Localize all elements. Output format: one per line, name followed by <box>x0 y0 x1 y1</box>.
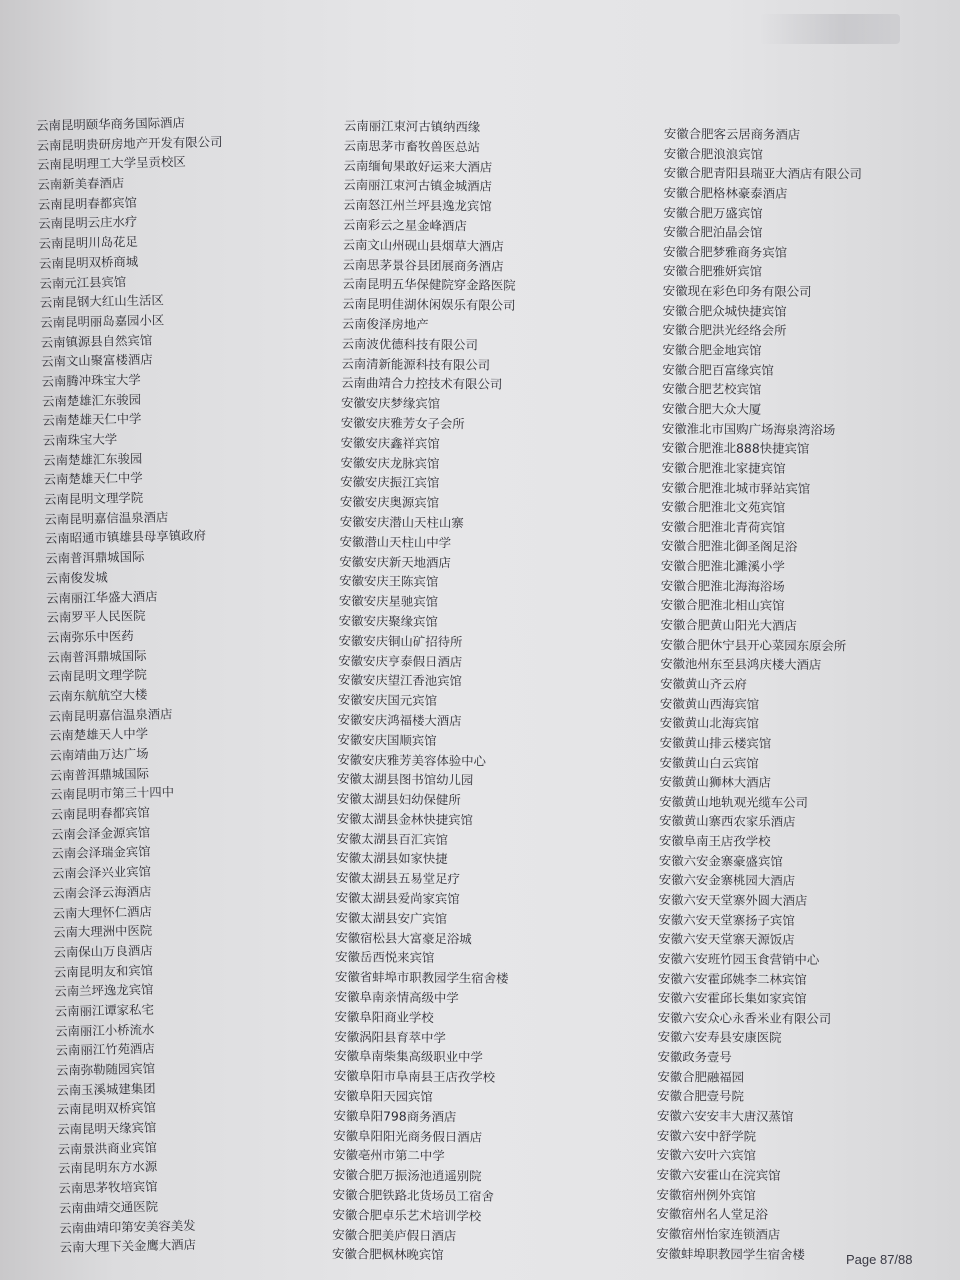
list-item: 安徽六安天堂寨外圆大酒店 <box>658 891 808 909</box>
list-item: 安徽合肥休宁县开心菜园东原会所 <box>660 636 847 653</box>
list-item: 云南俊泽房地产 <box>341 315 429 332</box>
client-list-right-column <box>656 124 862 1265</box>
list-item: 安徽合肥枫林晚宾馆 <box>332 1246 444 1263</box>
list-item: 云南俊发城 <box>45 569 108 586</box>
list-item: 云南思茅景谷县团展商务酒店 <box>342 256 504 274</box>
list-item: 云南昆明川岛花足 <box>38 234 138 252</box>
list-item: 安徽涡阳县育萃中学 <box>334 1028 446 1045</box>
list-item: 云南大理下关金鹰大酒店 <box>59 1237 197 1255</box>
list-item: 云南文山聚富楼酒店 <box>40 351 153 370</box>
list-item: 云南丽江华盛大酒店 <box>45 588 158 606</box>
list-item: 云南曲靖交通医院 <box>58 1198 159 1216</box>
list-item: 安徽合肥泊晶会馆 <box>663 224 763 240</box>
list-item: 安徽黄山白云宾馆 <box>659 754 759 771</box>
list-item: 安徽安庆龙脉宾馆 <box>340 454 440 471</box>
list-item: 安徽太湖县爱尚家宾馆 <box>335 890 460 907</box>
list-item: 安徽合肥百富缘宾馆 <box>662 361 774 378</box>
list-item: 云南彩云之星金峰酒店 <box>342 216 467 234</box>
list-item: 安徽安庆鑫祥宾馆 <box>340 434 440 451</box>
list-item: 安徽安庆国元宾馆 <box>337 692 438 709</box>
list-item: 安徽安庆星驰宾馆 <box>338 593 439 610</box>
list-item: 安徽安庆铜山矿招待所 <box>338 632 463 649</box>
list-item: 云南昆明春都宾馆 <box>50 804 150 822</box>
list-item: 云南楚雄天仁中学 <box>42 411 142 429</box>
list-item: 安徽黄山地轨观光缆车公司 <box>659 793 809 810</box>
list-item: 云南昭通市镇雄县母享镇政府 <box>44 527 207 547</box>
list-item: 安徽现在彩色印务有限公司 <box>662 283 812 300</box>
list-item: 安徽黄山排云楼宾馆 <box>659 734 772 751</box>
list-item: 安徽宿州名人堂足浴 <box>656 1206 768 1222</box>
list-item: 云南清新能源科技有限公司 <box>341 355 491 373</box>
list-item: 安徽六安金寨桃园大酒店 <box>658 872 796 889</box>
list-item: 安徽六安金寨豪盛宾馆 <box>658 852 783 869</box>
list-item: 云南普洱鼎城国际 <box>49 765 150 783</box>
list-item: 云南腾冲珠宝大学 <box>41 371 141 389</box>
list-item: 云南昆明东方水源 <box>57 1159 158 1177</box>
list-item: 安徽合肥淮北御圣阁足浴 <box>661 538 798 555</box>
page-number: Page 87/88 <box>846 1252 913 1267</box>
list-item: 安徽安庆雅芳美容体验中心 <box>337 751 487 769</box>
list-item: 安徽安庆梦缘宾馆 <box>340 395 441 412</box>
list-item: 安徽六安霍山在浣宾馆 <box>656 1166 781 1183</box>
client-list-left-column <box>36 112 246 1258</box>
list-item: 安徽太湖县妇幼保健所 <box>336 791 461 808</box>
list-item: 云南丽江谭家私宅 <box>54 1001 155 1019</box>
list-item: 安徽淮北市国购广场海泉湾浴场 <box>661 420 836 437</box>
list-item: 安徽合肥雅妍宾馆 <box>662 263 763 280</box>
list-item: 安徽合肥淮北海海浴场 <box>660 577 785 594</box>
list-item: 云南昆明春都宾馆 <box>37 194 138 212</box>
list-item: 安徽合肥壹号院 <box>657 1088 744 1104</box>
list-item: 安徽岳西悦来宾馆 <box>335 949 435 966</box>
list-item: 云南东航航空大楼 <box>47 686 148 704</box>
list-item: 安徽宿松县大富豪足浴城 <box>335 929 472 947</box>
list-item: 云南思茅牧培宾馆 <box>58 1178 158 1196</box>
list-item: 云南弥乐中医药 <box>46 627 134 645</box>
list-item: 云南昆明丽岛嘉园小区 <box>40 312 165 330</box>
list-item: 安徽安庆望江香池宾馆 <box>338 672 463 689</box>
list-item: 云南昆明嘉信温泉酒店 <box>44 509 169 527</box>
list-item: 安徽合肥万盛宾馆 <box>663 204 763 221</box>
list-item: 云南昆明云庄水疗 <box>38 214 138 232</box>
list-item: 安徽六安天堂寨扬子宾馆 <box>658 911 795 928</box>
list-item: 云南文山州砚山县烟草大酒店 <box>342 236 504 254</box>
list-item: 安徽阜南柴集高级职业中学 <box>334 1048 483 1065</box>
list-item: 安徽阜阳商业学校 <box>334 1008 434 1025</box>
list-item: 云南罗平人民医院 <box>46 608 146 626</box>
list-item: 云南大理洲中医院 <box>52 922 153 941</box>
list-item: 安徽合肥淮北青荷宾馆 <box>661 518 786 535</box>
list-item: 安徽六安中舒学院 <box>656 1127 757 1144</box>
list-item: 安徽安庆雅芳女子会所 <box>340 414 465 432</box>
list-item: 云南普洱鼎城国际 <box>45 548 145 567</box>
header-mark-decoration <box>760 14 900 44</box>
client-list-middle-column <box>332 116 517 1266</box>
list-item: 安徽太湖县安广宾馆 <box>335 909 448 926</box>
list-item: 云南曲靖印第安美容美发 <box>59 1217 196 1236</box>
list-item: 安徽合肥客云居商务酒店 <box>663 125 801 142</box>
list-item: 安徽省蚌埠市职教园学生宿舍楼 <box>334 969 509 987</box>
list-item: 安徽潜山天柱山中学 <box>339 533 452 550</box>
list-item: 安徽黄山西海宾馆 <box>659 695 760 712</box>
list-item: 安徽六安叶六宾馆 <box>656 1147 756 1163</box>
list-item: 云南楚雄天仁中学 <box>43 470 143 488</box>
list-item: 安徽合肥淮北888快捷宾馆 <box>661 440 810 457</box>
list-item: 安徽黄山狮林大酒店 <box>659 774 771 790</box>
list-item: 云南曲靖合力控技术有限公司 <box>341 375 503 393</box>
list-item: 安徽安庆潜山天柱山寨 <box>339 513 464 531</box>
list-item: 安徽六安天堂寨天源饭店 <box>658 931 795 948</box>
list-item: 安徽合肥淮北相山宾馆 <box>660 597 785 614</box>
list-item: 安徽黄山寨西农家乐酒店 <box>659 813 796 830</box>
list-item: 安徽合肥金地宾馆 <box>662 342 762 358</box>
list-item: 安徽太湖县如家快捷 <box>336 850 448 867</box>
list-item: 安徽蚌埠职教园学生宿舍楼 <box>656 1245 805 1262</box>
list-item: 云南保山万良酒店 <box>53 942 153 960</box>
list-item: 安徽合肥淮北家捷宾馆 <box>661 459 786 476</box>
list-item: 安徽黄山北海宾馆 <box>659 715 759 731</box>
list-item: 安徽阜阳天园宾馆 <box>333 1087 433 1105</box>
list-item: 云南昆明文理学院 <box>43 489 144 507</box>
list-item: 安徽六安霍邱姚李二林宾馆 <box>657 970 807 987</box>
list-item: 安徽合肥淮北文苑宾馆 <box>661 499 786 516</box>
list-item: 安徽六安班竹园玉食营销中心 <box>658 950 820 968</box>
list-item: 云南丽江小桥流水 <box>55 1021 155 1039</box>
list-item: 云南大理怀仁酒店 <box>52 903 152 921</box>
list-item: 云南昆明市第三十四中 <box>50 784 175 803</box>
list-item: 云南昆明五华保健院穿金路医院 <box>342 276 516 294</box>
list-item: 云南昆明双桥宾馆 <box>56 1100 157 1118</box>
list-item: 安徽安庆国顺宾馆 <box>337 731 437 748</box>
list-item: 云南昆明天缘宾馆 <box>57 1119 157 1137</box>
list-item: 云南会泽云海酒店 <box>52 883 152 901</box>
list-item: 安徽安庆王陈宾馆 <box>339 573 439 590</box>
list-item: 安徽太湖县金林快捷宾馆 <box>336 810 474 828</box>
list-item: 云南珠宝大学 <box>42 431 118 448</box>
list-item: 安徽太湖县百汇宾馆 <box>336 830 449 847</box>
list-item: 安徽合肥艺校宾馆 <box>662 381 762 398</box>
list-item: 云南丽江束河古镇纳西缘 <box>343 117 481 135</box>
list-item: 安徽六安霍邱长集如家宾馆 <box>657 990 807 1007</box>
list-item: 云南昆明双桥商城 <box>38 253 139 271</box>
list-item: 云南元江县宾馆 <box>39 273 127 291</box>
list-item: 安徽亳州市第二中学 <box>333 1147 445 1164</box>
list-item: 云南昆明理工大学呈贡校区 <box>36 154 186 173</box>
list-item: 安徽合肥众城快捷宾馆 <box>662 302 787 319</box>
list-item: 云南会泽金源宾馆 <box>50 824 151 842</box>
list-item: 云南昆明佳湖休闲娱乐有限公司 <box>341 296 516 313</box>
list-item: 云南会泽瑞金宾馆 <box>51 844 151 862</box>
list-item: 安徽安庆奥源宾馆 <box>339 494 440 511</box>
list-item: 安徽阜阳市阜南县王店孜学校 <box>333 1068 496 1085</box>
list-item: 云南镇源县自然宾馆 <box>40 332 153 350</box>
list-item: 安徽安庆振江宾馆 <box>340 474 440 491</box>
list-item: 安徽六安安丰大唐汉蒸馆 <box>657 1108 794 1124</box>
list-item: 安徽合肥卓乐艺术培训学校 <box>332 1206 482 1224</box>
list-item: 安徽合肥黄山阳光大酒店 <box>660 617 797 633</box>
list-item: 云南弥勒随园宾馆 <box>55 1060 156 1078</box>
list-item: 安徽合肥洪光经络会所 <box>662 322 787 339</box>
list-item: 安徽宿州怡家连锁酒店 <box>656 1225 781 1242</box>
list-item: 云南昆明嘉信温泉酒店 <box>48 705 173 724</box>
list-item: 安徽池州东至县鸿庆楼大酒店 <box>660 656 822 673</box>
list-item: 云南昆明文理学院 <box>47 667 148 685</box>
list-item: 安徽合肥铁路北货场员工宿舍 <box>332 1186 494 1204</box>
list-item: 安徽合肥梦雅商务宾馆 <box>663 243 788 260</box>
list-item: 安徽合肥淮北城市驿站宾馆 <box>661 479 811 496</box>
list-item: 云南玉溪城建集团 <box>56 1080 156 1098</box>
list-item: 安徽阜阳798商务酒店 <box>333 1107 457 1125</box>
list-item: 安徽合肥万振汤池逍遥别院 <box>332 1167 482 1184</box>
list-item: 云南思茅市畜牧兽医总站 <box>343 137 481 155</box>
list-item: 安徽阜阳阳光商务假日酒店 <box>333 1127 483 1145</box>
list-item: 云南波优德科技有限公司 <box>341 335 478 353</box>
list-item: 安徽安庆鸿福楼大酒店 <box>337 711 462 729</box>
list-item: 安徽合肥浪浪宾馆 <box>663 145 763 162</box>
list-item: 安徽合肥大众大厦 <box>661 400 762 417</box>
list-item: 云南丽江束河古镇金城酒店 <box>343 177 493 194</box>
list-item: 云南昆钢大红山生活区 <box>39 292 164 311</box>
list-item: 安徽宿州例外宾馆 <box>656 1186 756 1203</box>
list-item: 安徽阜南亲情高级中学 <box>334 989 459 1006</box>
list-item: 安徽太湖县五易堂足疗 <box>335 870 461 887</box>
list-item: 安徽政务壹号 <box>657 1049 732 1065</box>
list-item: 云南昆明贵研房地产开发有限公司 <box>36 133 223 153</box>
list-item: 云南缅甸果敢好运来大酒店 <box>343 157 493 175</box>
list-item: 安徽合肥格林豪泰酒店 <box>663 184 788 201</box>
list-item: 云南靖曲万达广场 <box>49 745 149 763</box>
list-item: 云南景洪商业宾馆 <box>57 1139 157 1157</box>
list-item: 安徽合肥青阳县瑞亚大酒店有限公司 <box>663 165 862 182</box>
list-item: 云南丽江竹苑酒店 <box>55 1041 155 1059</box>
list-item: 安徽安庆亨泰假日酒店 <box>338 652 463 669</box>
list-item: 安徽阜南王店孜学校 <box>658 833 771 849</box>
list-item: 云南普洱鼎城国际 <box>47 647 147 665</box>
list-item: 安徽黄山齐云府 <box>660 675 747 692</box>
list-item: 安徽合肥融福园 <box>657 1068 745 1085</box>
list-item: 云南兰坪逸龙宾馆 <box>54 981 154 1000</box>
list-item: 安徽合肥美庐假日酒店 <box>332 1226 457 1243</box>
list-item: 云南怒江州兰坪县逸龙宾馆 <box>342 197 492 214</box>
list-item: 云南昆明颐华商务国际酒店 <box>36 114 186 133</box>
list-item: 云南楚雄汇东骏园 <box>43 450 143 468</box>
list-item: 安徽六安众心永香米业有限公司 <box>657 1009 832 1027</box>
list-item: 云南楚雄汇东骏园 <box>41 391 142 409</box>
list-item: 安徽安庆新天地酒店 <box>339 553 451 570</box>
list-item: 云南会泽兴业宾馆 <box>51 863 152 881</box>
list-item: 安徽合肥淮北濉溪小学 <box>660 558 785 574</box>
list-item: 安徽安庆聚缘宾馆 <box>338 612 438 629</box>
list-item: 云南新美春酒店 <box>37 175 125 193</box>
list-item: 安徽六安寿县安康医院 <box>657 1029 782 1046</box>
list-item: 云南楚雄天人中学 <box>48 726 149 744</box>
list-item: 云南昆明友和宾馆 <box>53 962 154 980</box>
list-item: 安徽太湖县图书馆幼儿园 <box>336 771 474 788</box>
